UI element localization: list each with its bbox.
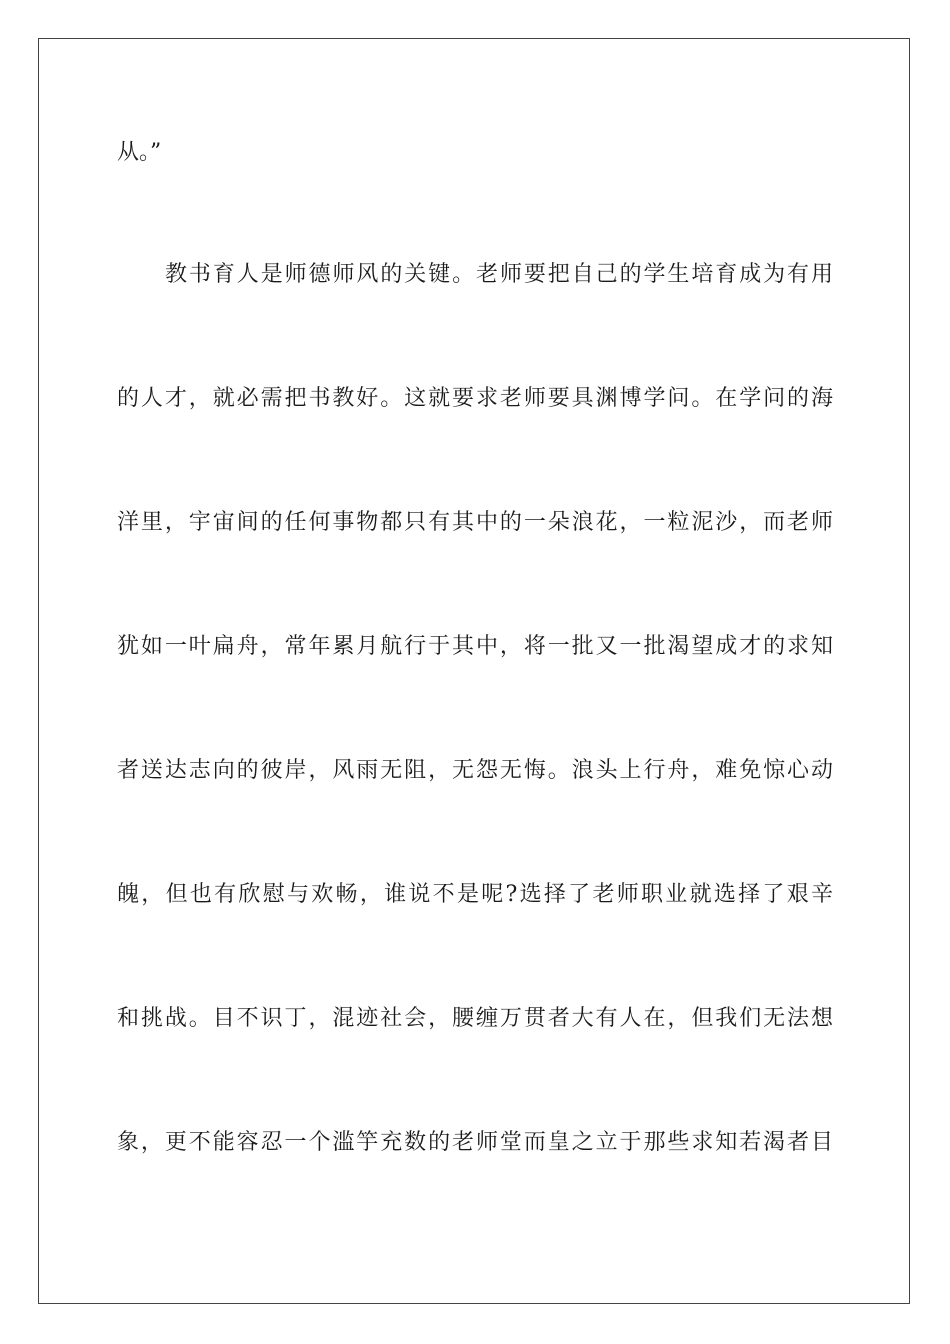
text-line: 从。” — [117, 140, 162, 165]
paragraph-first-line: 教书育人是师德师风的关键。老师要把自己的学生培育成为有用 — [165, 262, 833, 287]
text-line: 洋里，宇宙间的任何事物都只有其中的一朵浪花，一粒泥沙，而老师 — [117, 510, 833, 535]
text-line: 象，更不能容忍一个滥竽充数的老师堂而皇之立于那些求知若渴者目 — [117, 1130, 833, 1155]
page-border — [38, 38, 910, 1304]
text-line: 者送达志向的彼岸，风雨无阻，无怨无悔。浪头上行舟，难免惊心动 — [117, 758, 833, 783]
text-line: 和挑战。目不识丁，混迹社会，腰缠万贯者大有人在，但我们无法想 — [117, 1006, 833, 1031]
text-line: 魄，但也有欣慰与欢畅，谁说不是呢?选择了老师职业就选择了艰辛 — [117, 882, 833, 907]
text-line: 犹如一叶扁舟，常年累月航行于其中，将一批又一批渴望成才的求知 — [117, 634, 833, 659]
text-line: 的人才，就必需把书教好。这就要求老师要具渊博学问。在学问的海 — [117, 386, 833, 411]
